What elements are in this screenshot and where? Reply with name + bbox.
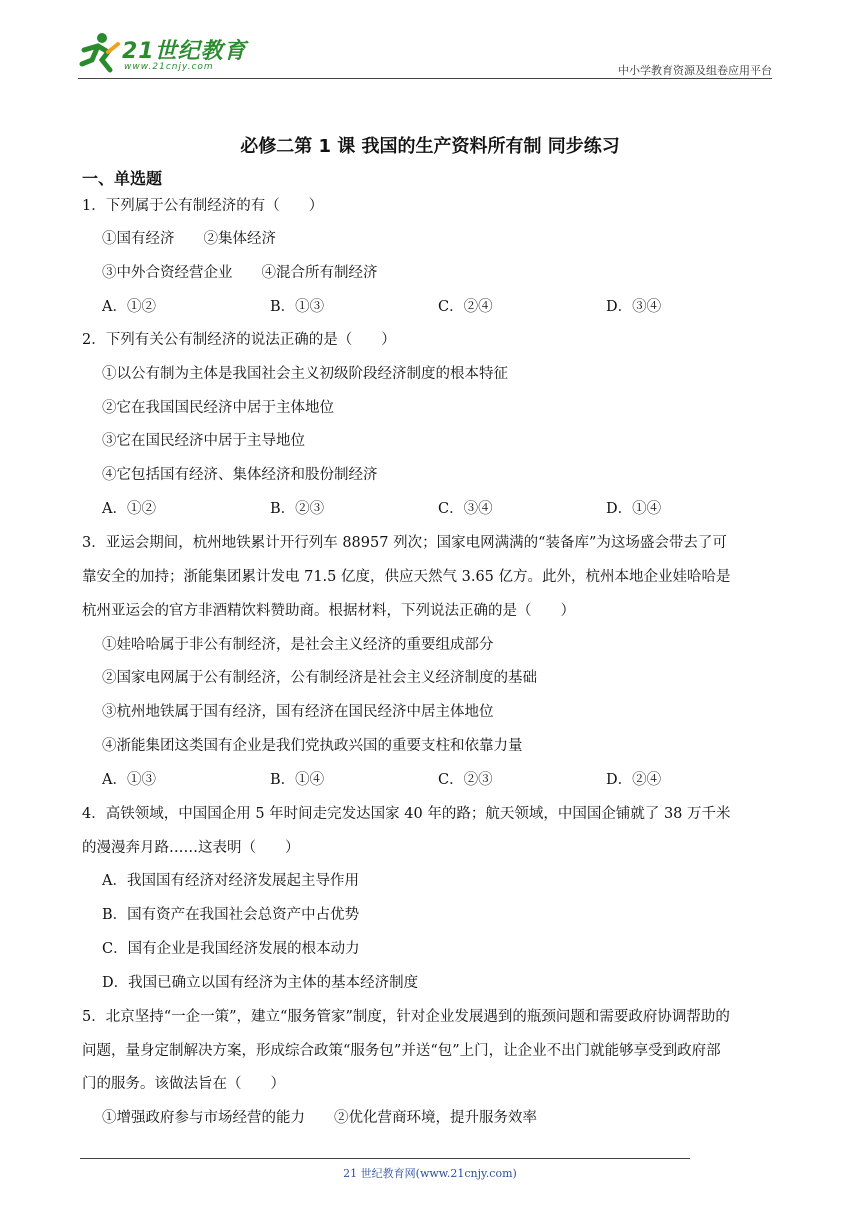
question-stem: 门的服务。该做法旨在（ ） <box>82 1076 285 1092</box>
question-statement: ①娃哈哈属于非公有制经济，是社会主义经济的重要组成部分 <box>102 637 494 653</box>
page-header <box>78 30 772 78</box>
question-stem: 的漫漫奔月路……这表明（ ） <box>82 840 300 856</box>
question-statement: ①增强政府参与市场经营的能力 ②优化营商环境，提升服务效率 <box>102 1110 537 1126</box>
question-statement: ②它在我国国民经济中居于主体地位 <box>102 400 334 416</box>
question-statement: ①国有经济 ②集体经济 <box>102 231 276 247</box>
question-statement: ③中外合资经营企业 ④混合所有制经济 <box>102 265 378 281</box>
answer-option: C．②③ <box>438 772 493 788</box>
footer-link[interactable]: 21 世纪教育网(www.21cnjy.com) <box>343 1167 517 1180</box>
answer-option: C．②④ <box>438 299 493 315</box>
answer-option: A．我国国有经济对经济发展起主导作用 <box>102 873 359 889</box>
header-divider <box>78 78 772 79</box>
question-statement: ②国家电网属于公有制经济，公有制经济是社会主义经济制度的基础 <box>102 670 537 686</box>
question-stem: 5．北京坚持“一企一策”，建立“服务管家”制度，针对企业发展遇到的瓶颈问题和需要政府协调帮助的 <box>82 1009 730 1025</box>
answer-option: A．①② <box>102 501 156 517</box>
question-stem: 杭州亚运会的官方非酒精饮料赞助商。根据材料，下列说法正确的是（ ） <box>82 603 575 619</box>
answer-option: B．①③ <box>270 299 325 315</box>
question-statement: ④浙能集团这类国有企业是我们党执政兴国的重要支柱和依靠力量 <box>102 738 523 754</box>
footer-divider <box>80 1158 690 1159</box>
section-heading: 一、单选题 <box>82 169 163 188</box>
logo <box>78 30 248 76</box>
answer-option: A．①② <box>102 299 156 315</box>
question-statement: ③它在国民经济中居于主导地位 <box>102 433 305 449</box>
platform-label: 中小学教育资源及组卷应用平台 <box>618 64 772 77</box>
logo-url: www.21cnjy.com <box>124 62 214 72</box>
answer-option: C．国有企业是我国经济发展的根本动力 <box>102 941 360 957</box>
page-title: 必修二第 1 课 我国的生产资料所有制 同步练习 <box>240 136 620 157</box>
question-stem: 问题，量身定制解决方案，形成综合政策“服务包”并送“包”上门，让企业不出门就能够享受到政府部 <box>82 1043 721 1059</box>
question-statement: ①以公有制为主体是我国社会主义初级阶段经济制度的根本特征 <box>102 366 508 382</box>
question-stem: 2．下列有关公有制经济的说法正确的是（ ） <box>82 332 396 348</box>
answer-option: B．①④ <box>270 772 325 788</box>
logo-text: 21世纪教育 <box>122 39 247 64</box>
answer-option: C．③④ <box>438 501 493 517</box>
answer-option: A．①③ <box>102 772 156 788</box>
question-stem: 靠安全的加持；浙能集团累计发电 71.5 亿度，供应天然气 3.65 亿方。此外，杭州本地企业娃哈哈是 <box>82 569 731 585</box>
runner-logo-icon <box>78 30 122 74</box>
question-stem: 4．高铁领域，中国国企用 5 年时间走完发达国家 40 年的路；航天领域，中国国企铺就了 38 万千米 <box>82 806 731 822</box>
answer-option: D．②④ <box>606 772 662 788</box>
answer-option: D．③④ <box>606 299 662 315</box>
answer-option: B．②③ <box>270 501 325 517</box>
answer-option: D．①④ <box>606 501 662 517</box>
answer-option: B．国有资产在我国社会总资产中占优势 <box>102 907 360 923</box>
question-stem: 1．下列属于公有制经济的有（ ） <box>82 198 324 214</box>
question-statement: ③杭州地铁属于国有经济，国有经济在国民经济中居主体地位 <box>102 704 494 720</box>
question-stem: 3．亚运会期间，杭州地铁累计开行列车 88957 列次；国家电网满满的“装备库”为这场盛会带去了可 <box>82 535 727 551</box>
question-statement: ④它包括国有经济、集体经济和股份制经济 <box>102 467 378 483</box>
answer-option: D．我国已确立以国有经济为主体的基本经济制度 <box>102 975 419 991</box>
